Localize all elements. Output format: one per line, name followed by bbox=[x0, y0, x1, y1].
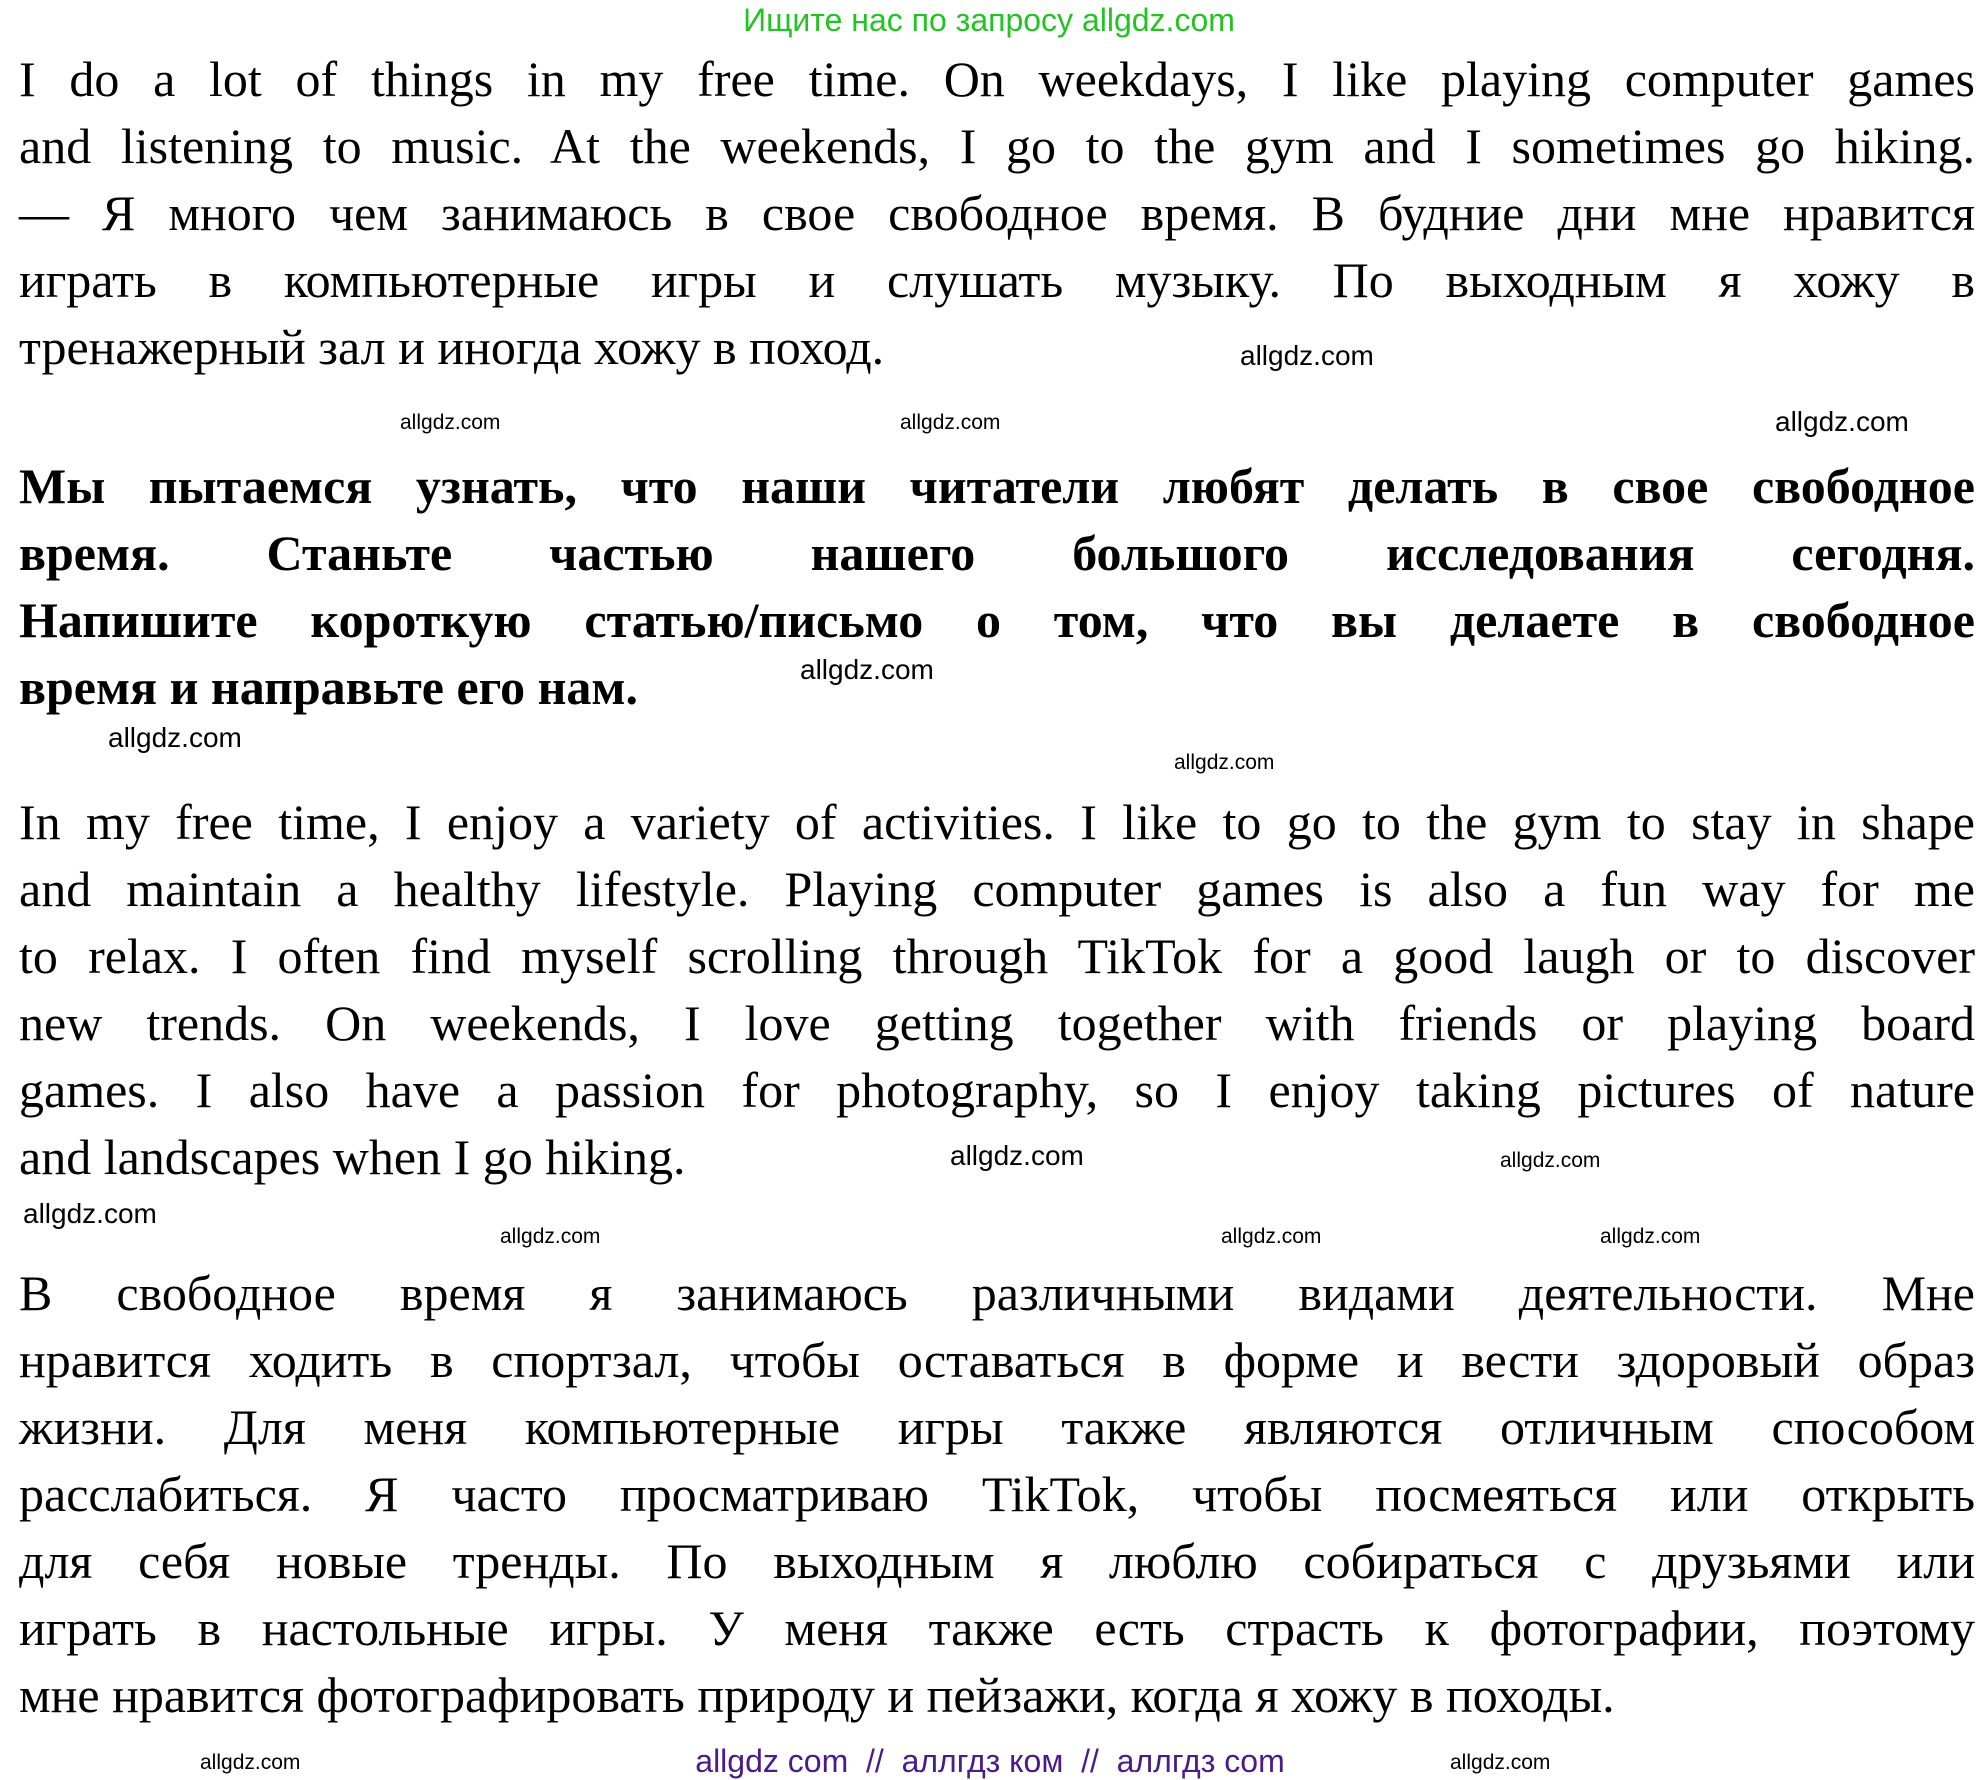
answer-english-line: to relax. I often find myself scrolling through TikTok for a good laugh or to discover bbox=[19, 928, 1975, 984]
task-instructions-line: Напишите короткую статью/письмо о том, что вы делаете в свободное bbox=[19, 592, 1975, 648]
watermark: allgdz.com bbox=[23, 1198, 157, 1229]
watermark: allgdz.com bbox=[800, 654, 934, 685]
watermark: allgdz.com bbox=[1240, 340, 1374, 371]
answer-russian-line: играть в настольные игры. У меня также есть страсть к фотографии, поэтому bbox=[19, 1600, 1975, 1656]
watermark: allgdz.com bbox=[1500, 1149, 1601, 1172]
answer-english-line: and maintain a healthy lifestyle. Playing computer games is also a fun way for me bbox=[19, 861, 1975, 917]
answer-russian-line: для себя новые тренды. По выходным я люблю собираться с друзьями или bbox=[19, 1533, 1975, 1589]
answer-russian-line: мне нравится фотографировать природу и пейзажи, когда я хожу в походы. bbox=[19, 1667, 1615, 1723]
watermark: allgdz.com bbox=[1450, 1751, 1551, 1774]
watermark: allgdz.com bbox=[400, 411, 501, 434]
watermark: allgdz.com bbox=[950, 1140, 1084, 1171]
watermark: allgdz.com bbox=[1600, 1225, 1701, 1248]
answer-english-line: games. I also have a passion for photography, so I enjoy taking pictures of nature bbox=[19, 1062, 1975, 1118]
example-paragraph-english-russian-line: — Я много чем занимаюсь в свое свободное время. В будние дни мне нравится bbox=[19, 185, 1975, 241]
watermark: allgdz.com bbox=[200, 1751, 301, 1774]
task-instructions-line: время. Станьте частью нашего большого исследования сегодня. bbox=[19, 525, 1975, 581]
answer-russian-line: расслабиться. Я часто просматриваю TikTok, чтобы посмеяться или открыть bbox=[19, 1466, 1975, 1522]
watermark: allgdz.com bbox=[1775, 406, 1909, 437]
answer-english-line: In my free time, I enjoy a variety of activities. I like to go to the gym to stay in shape bbox=[19, 794, 1975, 850]
site-header-banner: Ищите нас по запросу allgdz.com bbox=[743, 2, 1235, 38]
example-paragraph-english-russian-line: играть в компьютерные игры и слушать музыку. По выходным я хожу в bbox=[19, 252, 1975, 308]
watermark: allgdz.com bbox=[900, 411, 1001, 434]
watermark: allgdz.com bbox=[1174, 751, 1275, 774]
site-footer-banner: allgdz com // аллгдз ком // аллгдз com bbox=[695, 1743, 1285, 1779]
answer-russian-line: В свободное время я занимаюсь различными видами деятельности. Мне bbox=[19, 1265, 1975, 1321]
example-paragraph-english-russian-line: I do a lot of things in my free time. On weekdays, I like playing computer games bbox=[19, 51, 1975, 107]
answer-russian-line: жизни. Для меня компьютерные игры также являются отличным способом bbox=[19, 1399, 1975, 1455]
example-paragraph-english-russian-line: and listening to music. At the weekends, I go to the gym and I sometimes go hiking. bbox=[19, 118, 1975, 174]
watermark: allgdz.com bbox=[500, 1225, 601, 1248]
watermark: allgdz.com bbox=[108, 722, 242, 753]
example-paragraph-english-russian-line: тренажерный зал и иногда хожу в поход. bbox=[19, 319, 885, 375]
task-instructions-line: время и направьте его нам. bbox=[19, 659, 638, 715]
watermark: allgdz.com bbox=[1221, 1225, 1322, 1248]
answer-english-line: new trends. On weekends, I love getting together with friends or playing board bbox=[19, 995, 1975, 1051]
answer-russian-line: нравится ходить в спортзал, чтобы оставаться в форме и вести здоровый образ bbox=[19, 1332, 1975, 1388]
answer-english-line: and landscapes when I go hiking. bbox=[19, 1129, 686, 1185]
task-instructions-line: Мы пытаемся узнать, что наши читатели любят делать в свое свободное bbox=[19, 458, 1975, 514]
